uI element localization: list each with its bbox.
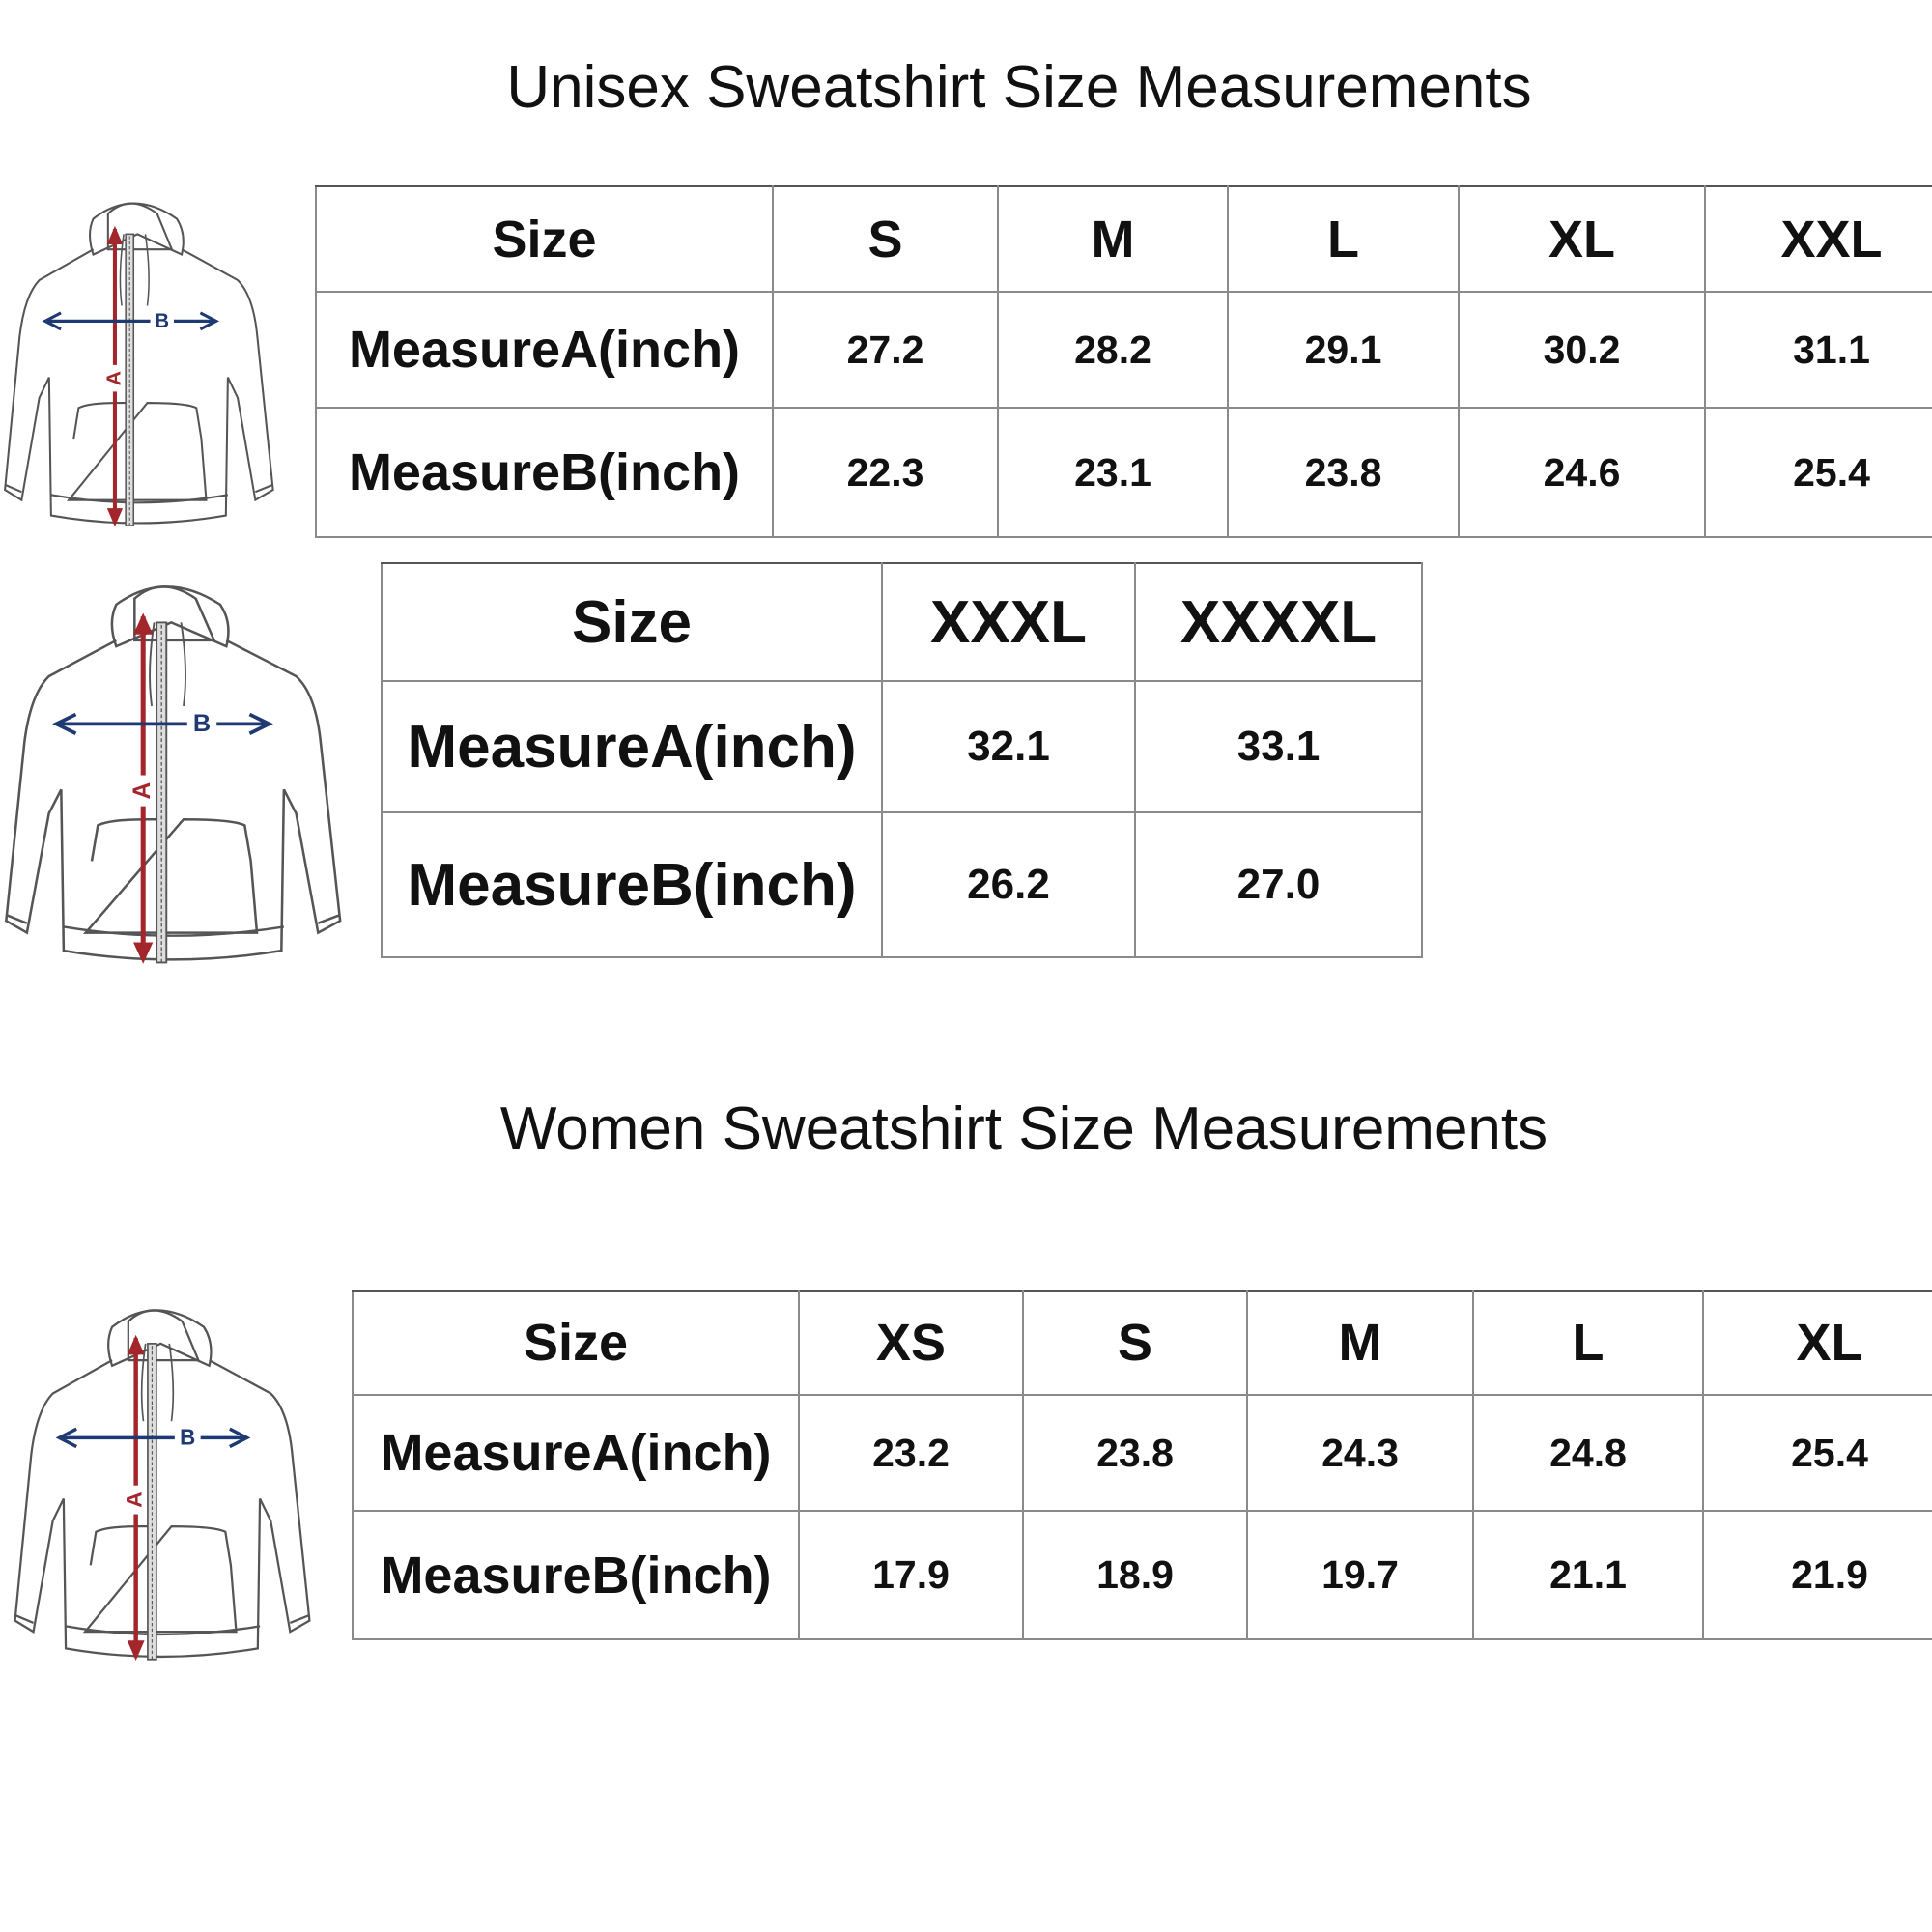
measurement-cell: 23.1 xyxy=(998,408,1228,537)
measurement-cell: 33.1 xyxy=(1135,681,1422,812)
measurement-cell: 17.9 xyxy=(799,1511,1023,1639)
measurement-cell: 23.8 xyxy=(1228,408,1459,537)
measure-a-arrow xyxy=(103,226,126,526)
size-column-header: S xyxy=(1023,1291,1247,1395)
size-column-header: L xyxy=(1228,186,1459,292)
measurement-cell: 29.1 xyxy=(1228,292,1459,408)
hoodie-measurement-diagram xyxy=(0,575,367,980)
measurement-cell: 24.8 xyxy=(1473,1395,1703,1511)
measurement-cell: 25.4 xyxy=(1705,408,1932,537)
measurement-cell: 25.4 xyxy=(1703,1395,1932,1511)
measurement-cell: 23.2 xyxy=(799,1395,1023,1511)
size-header-cell: Size xyxy=(316,186,773,292)
size-column-header: XXXL xyxy=(882,563,1135,681)
size-header-cell: Size xyxy=(353,1291,799,1395)
size-column-header: XS xyxy=(799,1291,1023,1395)
table-row xyxy=(382,812,1422,957)
label-b: B xyxy=(180,1425,196,1450)
unisex-size-table-2 xyxy=(381,562,1423,958)
measurement-cell: 23.8 xyxy=(1023,1395,1247,1511)
measurement-cell: 22.3 xyxy=(773,408,998,537)
size-column-header: XL xyxy=(1703,1291,1932,1395)
row-label: MeasureB(inch) xyxy=(316,408,773,537)
table-header-row xyxy=(316,186,1932,292)
row-label: MeasureA(inch) xyxy=(382,681,882,812)
measurement-cell: 24.3 xyxy=(1247,1395,1473,1511)
hoodie-measurement-diagram xyxy=(10,1299,333,1676)
measurement-cell: 32.1 xyxy=(882,681,1135,812)
row-label: MeasureB(inch) xyxy=(353,1511,799,1639)
row-label: MeasureB(inch) xyxy=(382,812,882,957)
size-header-cell: Size xyxy=(382,563,882,681)
table-row xyxy=(382,681,1422,812)
label-a: A xyxy=(122,1492,147,1508)
label-b: B xyxy=(192,710,212,738)
measurement-cell: 21.1 xyxy=(1473,1511,1703,1639)
measurement-cell: 26.2 xyxy=(882,812,1135,957)
measurement-cell: 24.6 xyxy=(1459,408,1705,537)
size-column-header: M xyxy=(998,186,1228,292)
unisex-title: Unisex Sweatshirt Size Measurements xyxy=(506,54,1532,121)
women-size-table xyxy=(352,1290,1932,1640)
label-a: A xyxy=(128,781,156,800)
table-row xyxy=(316,292,1932,408)
table-row xyxy=(353,1395,1932,1511)
size-column-header: L xyxy=(1473,1291,1703,1395)
measurement-cell: 27.2 xyxy=(773,292,998,408)
measurement-cell: 19.7 xyxy=(1247,1511,1473,1639)
measure-a-arrow xyxy=(128,613,156,964)
size-column-header: S xyxy=(773,186,998,292)
row-label: MeasureA(inch) xyxy=(316,292,773,408)
table-row xyxy=(353,1511,1932,1639)
women-title: Women Sweatshirt Size Measurements xyxy=(499,1095,1548,1162)
table-row xyxy=(316,408,1932,537)
measurement-cell: 27.0 xyxy=(1135,812,1422,957)
row-label: MeasureA(inch) xyxy=(353,1395,799,1511)
measurement-cell: 30.2 xyxy=(1459,292,1705,408)
label-a: A xyxy=(102,370,126,386)
size-column-header: XXXXL xyxy=(1135,563,1422,681)
measure-a-arrow xyxy=(123,1335,147,1661)
measurement-cell: 18.9 xyxy=(1023,1511,1247,1639)
table-header-row xyxy=(353,1291,1932,1395)
measurement-cell: 21.9 xyxy=(1703,1511,1932,1639)
unisex-size-table-1 xyxy=(315,185,1932,538)
size-column-header: XXL xyxy=(1705,186,1932,292)
table-header-row xyxy=(382,563,1422,681)
label-b: B xyxy=(155,309,170,333)
measurement-cell: 28.2 xyxy=(998,292,1228,408)
size-column-header: XL xyxy=(1459,186,1705,292)
measurement-cell: 31.1 xyxy=(1705,292,1932,408)
hoodie-measurement-diagram xyxy=(0,193,295,541)
size-column-header: M xyxy=(1247,1291,1473,1395)
